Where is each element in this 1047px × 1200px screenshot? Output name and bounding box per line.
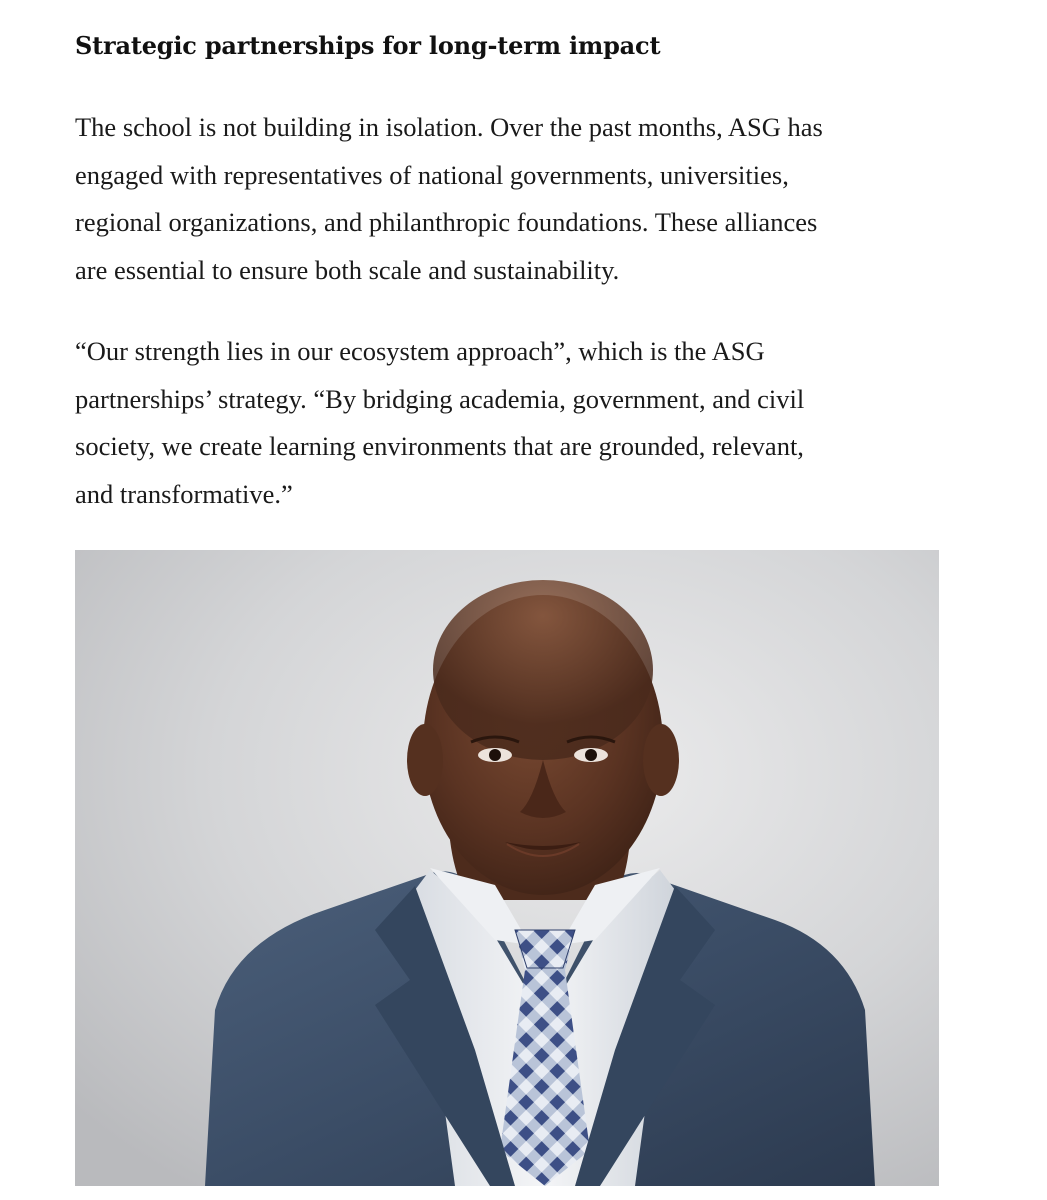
paragraph-line: “Our strength lies in our ecosystem approach”, which is the ASG bbox=[75, 336, 765, 366]
paragraph-line: are essential to ensure both scale and sustainability. bbox=[75, 254, 620, 285]
paragraph-quote bbox=[75, 328, 955, 518]
section-heading: Strategic partnerships for long-term impact bbox=[75, 31, 661, 60]
paragraph-line: partnerships’ strategy. “By bridging academia, government, and civil bbox=[75, 383, 805, 414]
scalp bbox=[433, 580, 653, 760]
portrait-photo bbox=[75, 550, 939, 1186]
pupil-right bbox=[585, 749, 597, 761]
ear-right bbox=[643, 724, 679, 796]
portrait-illustration bbox=[75, 550, 939, 1186]
paragraph-partnerships bbox=[75, 104, 955, 294]
paragraph-line: The school is not building in isolation. Over the past months, ASG has bbox=[75, 112, 823, 142]
paragraph-line: and transformative.” bbox=[75, 478, 293, 509]
paragraph-line: society, we create learning environments that are grounded, relevant, bbox=[75, 431, 804, 461]
pupil-left bbox=[489, 749, 501, 761]
paragraph-line: engaged with representatives of national governments, universities, bbox=[75, 159, 789, 190]
ear-left bbox=[407, 724, 443, 796]
paragraph-line: regional organizations, and philanthropic foundations. These alliances bbox=[75, 207, 818, 237]
